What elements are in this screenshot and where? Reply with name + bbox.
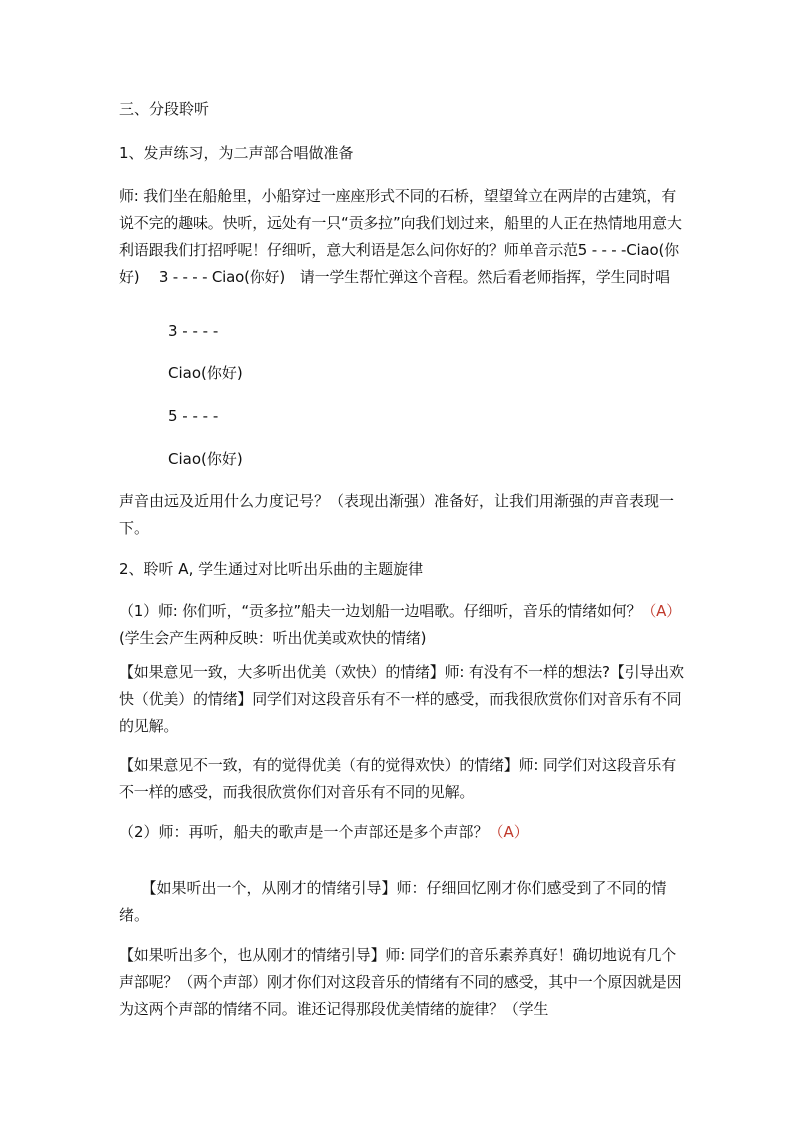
listen-1-marker: （A） [641, 602, 681, 620]
notation-line-5: 5 - - - - [168, 407, 219, 425]
paragraph-case-many: 【如果听出多个，也从刚才的情绪引导】师: 同学们的音乐素养真好！确切地说有几个声部呢？（两个声部）刚才你们对这段音乐的情绪有不同的感受，其中一个原因就是因为这两个声部的情绪不同。谁还记得那段优美情绪的旋律？（学生 [119, 946, 682, 1018]
paragraph-listen-1 [119, 598, 684, 652]
section-title: 三、分段聆听 [119, 100, 210, 118]
listen-1-note: (学生会产生两种反映：听出优美或欢快的情绪) [119, 629, 427, 647]
subheading-2: 2、聆听 A, 学生通过对比听出乐曲的主题旋律 [119, 560, 424, 578]
paragraph-case-agree: 【如果意见一致，大多听出优美（欢快）的情绪】师: 有没有不一样的想法?【引导出欢快（优美）的情绪】同学们对这段音乐有不一样的感受，而我很欣赏你们对音乐有不同的见解。 [119, 663, 684, 735]
listen-2-text: （2）师：再听，船夫的歌声是一个声部还是多个声部？ [119, 823, 489, 841]
paragraph-listen-2 [119, 819, 684, 846]
paragraph-dynamics: 声音由远及近用什么力度记号？（表现出渐强）准备好，让我们用渐强的声音表现一下。 [119, 492, 675, 537]
notation-line-3: 3 - - - - [168, 322, 219, 340]
subheading-1: 1、发声练习，为二声部合唱做准备 [119, 144, 354, 162]
lyric-line-1: Ciao(你好) [168, 364, 243, 382]
listen-2-marker: （A） [488, 823, 529, 841]
paragraph-intro: 师: 我们坐在船舱里，小船穿过一座座形式不同的石桥，望望耸立在两岸的古建筑，有说不完的趣味。快听，远处有一只“贡多拉”向我们划过来，船里的人正在热情地用意大利语跟我们打招呼呢！仔细听，意大利语是怎么问你好的？师单音示范5 - - - -Ciao(你好) 3 - - - - Ciao(你好) 请一学生帮忙弹这个音程。然后看老师指挥，学生同时唱 [119, 187, 682, 286]
listen-1-text: （1）师: 你们听，“贡多拉”船夫一边划船一边唱歌。仔细听，音乐的情绪如何？ [119, 602, 642, 620]
lyric-line-2: Ciao(你好) [168, 450, 243, 468]
paragraph-case-one: 【如果听出一个，从刚才的情绪引导】师：仔细回忆刚才你们感受到了不同的情绪。 [119, 879, 667, 924]
paragraph-case-disagree: 【如果意见不一致，有的觉得优美（有的觉得欢快）的情绪】师: 同学们对这段音乐有不一样的感受，而我很欣赏你们对音乐有不同的见解。 [119, 756, 677, 801]
